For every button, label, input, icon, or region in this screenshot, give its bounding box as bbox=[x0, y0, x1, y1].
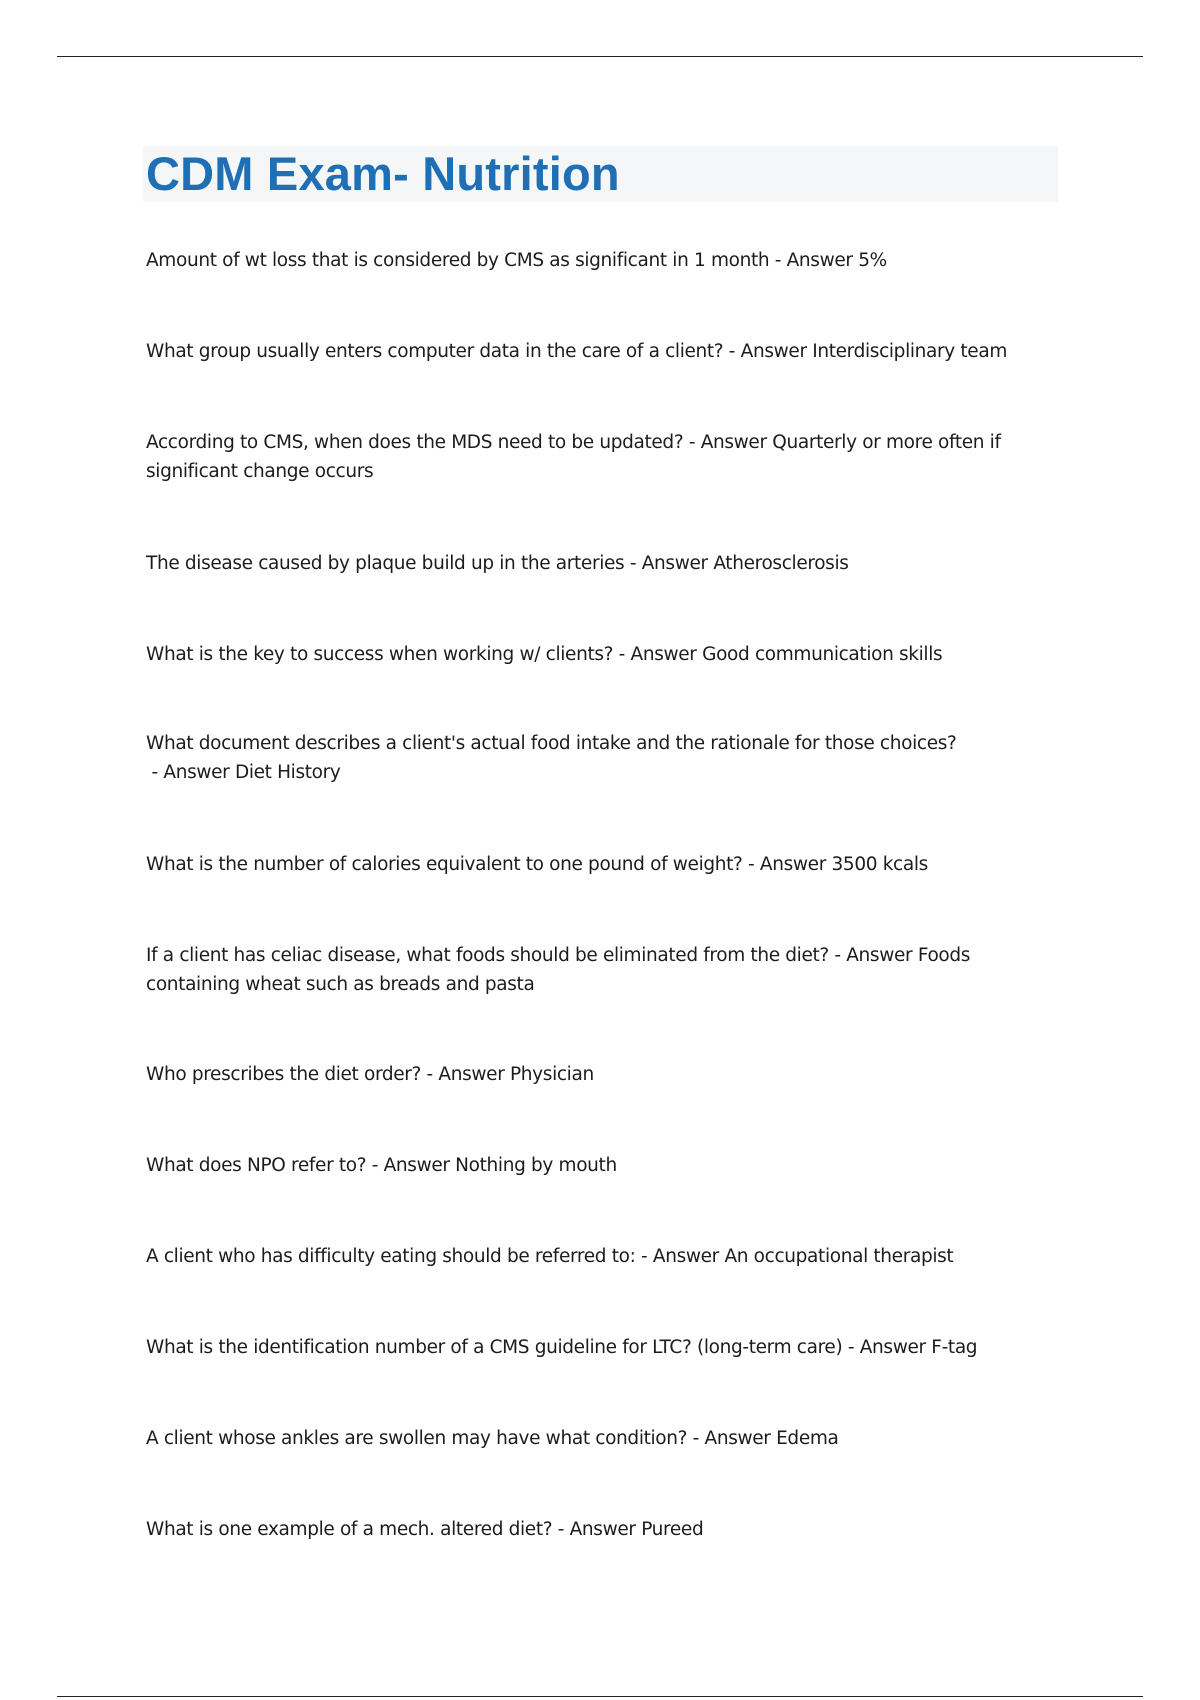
answer-separator: - bbox=[635, 1246, 653, 1267]
answer-text: Interdisciplinary team bbox=[812, 341, 1007, 362]
top-rule bbox=[57, 56, 1143, 57]
qa-item bbox=[146, 1424, 1066, 1453]
answer-label: Answer bbox=[438, 1064, 510, 1085]
question-text: What group usually enters computer data in the care of a client? bbox=[146, 341, 724, 362]
answer-text: Pureed bbox=[641, 1519, 704, 1540]
answer-separator: - bbox=[552, 1519, 570, 1540]
answer-text: An occupational therapist bbox=[724, 1246, 954, 1267]
answer-text: 3500 kcals bbox=[831, 854, 928, 875]
answer-separator: - bbox=[624, 553, 642, 574]
answer-label: Answer bbox=[641, 553, 714, 574]
question-text: The disease caused by plaque build up in the arteries bbox=[146, 553, 625, 574]
question-text: What does NPO refer to? bbox=[146, 1155, 367, 1176]
qa-item bbox=[146, 1060, 1066, 1089]
question-text: What is the key to success when working w/ clients? bbox=[146, 644, 614, 665]
answer-separator: - bbox=[687, 1428, 705, 1449]
qa-item bbox=[146, 1151, 1066, 1180]
answer-separator: - bbox=[366, 1155, 384, 1176]
answer-separator: - bbox=[613, 644, 631, 665]
question-text: A client whose ankles are swollen may have what condition? bbox=[146, 1428, 688, 1449]
qa-item bbox=[146, 1242, 1066, 1271]
answer-separator: - bbox=[683, 432, 701, 453]
question-text: What document describes a client's actual food intake and the rationale for those choices? bbox=[146, 733, 957, 754]
answer-label: Answer bbox=[859, 1337, 932, 1358]
qa-item bbox=[146, 1333, 1066, 1362]
question-text: Who prescribes the diet order? bbox=[146, 1064, 422, 1085]
qa-item bbox=[146, 337, 1066, 366]
document-title: CDM Exam- Nutrition bbox=[146, 147, 620, 200]
qa-item bbox=[146, 941, 1066, 999]
answer-label: Answer bbox=[569, 1519, 642, 1540]
answer-text: Edema bbox=[776, 1428, 839, 1449]
question-text: What is one example of a mech. altered diet? bbox=[146, 1519, 553, 1540]
answer-label: Answer bbox=[652, 1246, 725, 1267]
qa-item bbox=[146, 428, 1066, 486]
answer-separator: - bbox=[769, 250, 787, 271]
answer-separator: - bbox=[842, 1337, 860, 1358]
qa-item bbox=[146, 850, 1066, 879]
question-text: What is the number of calories equivalent to one pound of weight? bbox=[146, 854, 743, 875]
answer-label: Answer bbox=[740, 341, 813, 362]
answer-label: Answer bbox=[759, 854, 832, 875]
answer-text: Quarterly or more often if significant change occurs bbox=[146, 432, 1001, 482]
answer-label: Answer bbox=[700, 432, 773, 453]
answer-label: Answer bbox=[630, 644, 703, 665]
bottom-rule bbox=[57, 1696, 1143, 1697]
answer-text: Nothing by mouth bbox=[455, 1155, 617, 1176]
qa-item bbox=[146, 549, 1066, 578]
answer-label: Answer bbox=[786, 250, 859, 271]
answer-text: Diet History bbox=[234, 762, 341, 783]
answer-separator: - bbox=[146, 762, 164, 783]
answer-label: Answer bbox=[383, 1155, 456, 1176]
qa-item bbox=[146, 640, 1066, 669]
question-text: Amount of wt loss that is considered by CMS as significant in 1 month bbox=[146, 250, 770, 271]
answer-label: Answer bbox=[846, 945, 918, 966]
answer-text: Atherosclerosis bbox=[713, 553, 849, 574]
answer-separator: - bbox=[421, 1064, 439, 1085]
answer-separator: - bbox=[828, 945, 847, 966]
qa-item bbox=[146, 1515, 1066, 1544]
question-text: If a client has celiac disease, what foods should be eliminated from the diet? bbox=[146, 945, 829, 966]
question-text: A client who has difficulty eating should be referred to: bbox=[146, 1246, 636, 1267]
answer-text: F-tag bbox=[931, 1337, 978, 1358]
answer-text: Foods containing wheat such as breads and pasta bbox=[146, 945, 971, 995]
answer-text: 5% bbox=[858, 250, 887, 271]
answer-separator: - bbox=[723, 341, 741, 362]
qa-item bbox=[146, 246, 1066, 275]
answer-separator: - bbox=[742, 854, 760, 875]
answer-text: Good communication skills bbox=[702, 644, 943, 665]
question-text: According to CMS, when does the MDS need to be updated? bbox=[146, 432, 684, 453]
answer-text: Physician bbox=[510, 1064, 594, 1085]
question-text: What is the identification number of a CMS guideline for LTC? (long-term care) bbox=[146, 1337, 843, 1358]
answer-label: Answer bbox=[704, 1428, 777, 1449]
qa-item bbox=[146, 729, 1066, 787]
answer-label: Answer bbox=[163, 762, 235, 783]
